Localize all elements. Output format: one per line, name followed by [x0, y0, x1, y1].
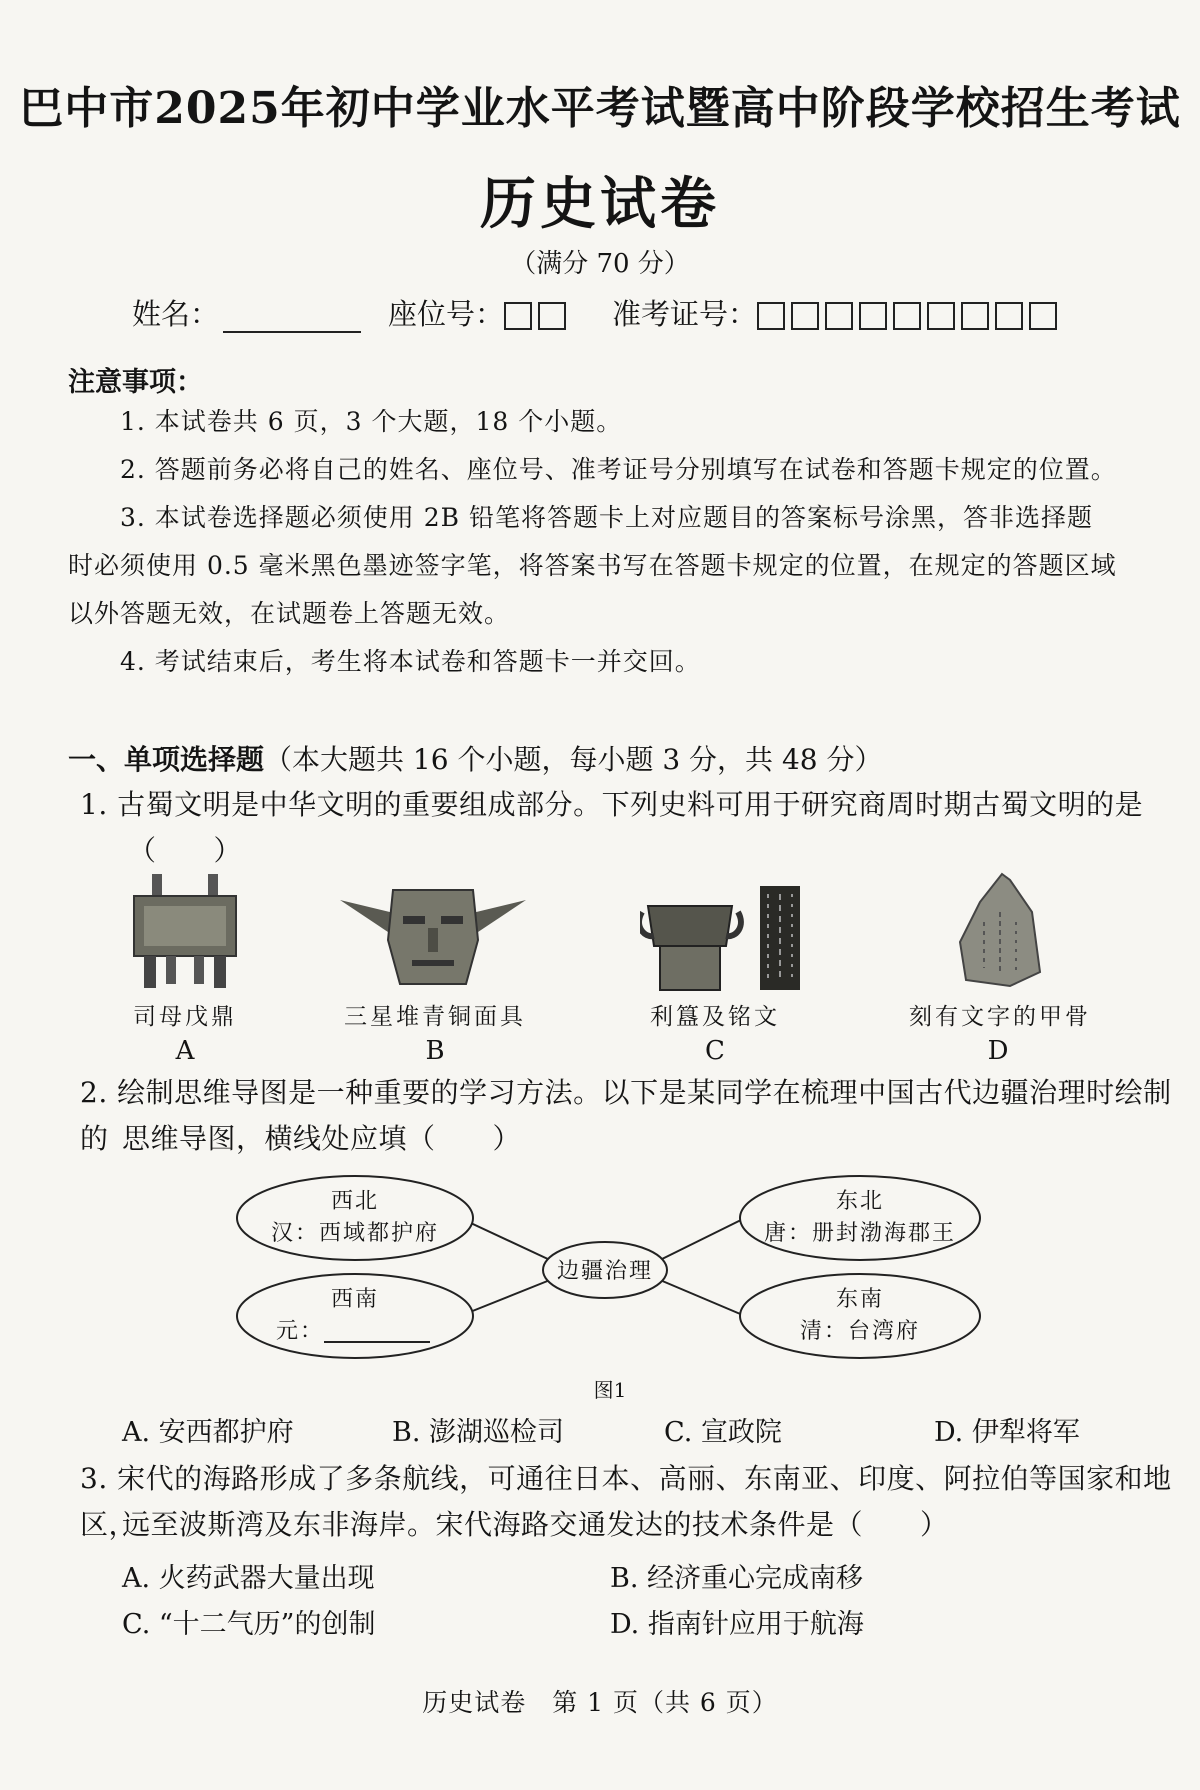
mind-map-nw-text: 汉：西域都护府 [270, 1221, 440, 1246]
image-caption: 三星堆青铜面具 [344, 1004, 526, 1030]
ticket-box [757, 302, 785, 330]
ticket-box [893, 302, 921, 330]
image-caption: 司母戊鼎 [133, 1004, 237, 1030]
note-item: 3. 本试卷选择题必须使用 2B 铅笔将答题卡上对应题目的答案标号涂黑，答非选择题 [120, 503, 1093, 532]
mind-map-se-title: 东南 [835, 1287, 885, 1312]
note-item: 2. 答题前务必将自己的姓名、座位号、准考证号分别填写在试卷和答题卡规定的位置。 [120, 455, 1117, 484]
bronze-mask-icon[interactable] [338, 880, 528, 990]
mind-map-nw-title: 西北 [330, 1189, 380, 1214]
page-footer: 历史试卷 第 1 页（共 6 页） [422, 1688, 778, 1717]
mind-map-sw-title: 西南 [330, 1287, 380, 1312]
option-letter-c[interactable]: C [705, 1036, 725, 1066]
mind-map-ne-text: 唐：册封渤海郡王 [763, 1221, 957, 1246]
question-2-stem-cont: 思维导图，横线处应填（ ） [122, 1122, 522, 1155]
image-caption: 利簋及铭文 [650, 1004, 780, 1030]
q3-option-a[interactable]: A. 火药武器大量出现 [122, 1563, 375, 1594]
question-3-stem: 3. 宋代的海路形成了多条航线，可通往日本、高丽、东南亚、印度、阿拉伯等国家和地区， [80, 1462, 1172, 1541]
mind-map-center-label: 边疆治理 [556, 1259, 654, 1284]
figure-caption: 图1 [593, 1378, 627, 1402]
question-3-stem-cont: 远至波斯湾及东非海岸。宋代海路交通发达的技术条件是（ ） [122, 1508, 949, 1541]
section-title: 一、单项选择题 [68, 743, 265, 776]
q2-option-a[interactable]: A. 安西都护府 [122, 1417, 294, 1448]
q3-option-c[interactable]: C. “十二气历”的创制 [122, 1609, 376, 1640]
seat-box[interactable] [504, 302, 532, 330]
note-item: 时必须使用 0.5 毫米黑色墨迹签字笔，将答案书写在答题卡规定的位置，在规定的答题区域 [68, 551, 1117, 580]
seat-label: 座位号： [388, 297, 505, 331]
question-2-stem: 2. 绘制思维导图是一种重要的学习方法。以下是某同学在梳理中国古代边疆治理时绘制的 [80, 1076, 1172, 1155]
seat-field[interactable] [388, 292, 572, 333]
question-1-bracket: （ ） [128, 834, 243, 867]
q2-option-b[interactable]: B. 澎湖巡检司 [392, 1417, 565, 1448]
ticket-box [995, 302, 1023, 330]
mind-map-diagram [230, 1168, 990, 1368]
q3-option-b[interactable]: B. 经济重心完成南移 [610, 1563, 864, 1594]
oracle-bone-icon[interactable] [950, 872, 1050, 990]
mind-map-link [660, 1218, 745, 1260]
ticket-box [961, 302, 989, 330]
full-score: （满分 70 分） [510, 249, 690, 279]
mind-map-sw-text: 元： [275, 1319, 325, 1344]
note-item: 1. 本试卷共 6 页，3 个大题，18 个小题。 [120, 407, 623, 436]
option-letter-a[interactable]: A [175, 1036, 195, 1066]
mind-map-link [660, 1280, 745, 1316]
q3-option-d[interactable]: D. 指南针应用于航海 [610, 1609, 864, 1640]
mind-map-link [460, 1218, 550, 1260]
name-label: 姓名： [132, 297, 220, 331]
option-letter-d[interactable]: D [987, 1036, 1009, 1066]
option-letter-b[interactable]: B [425, 1036, 445, 1066]
question-1-stem: 1. 古蜀文明是中华文明的重要组成部分。下列史料可用于研究商周时期古蜀文明的是 [80, 788, 1144, 821]
ticket-field[interactable] [612, 292, 1063, 333]
note-item: 以外答题无效，在试题卷上答题无效。 [68, 599, 511, 628]
mind-map-ne-title: 东北 [835, 1189, 885, 1214]
q2-option-c[interactable]: C. 宣政院 [664, 1417, 782, 1448]
ticket-label: 准考证号： [612, 297, 758, 331]
ticket-box [927, 302, 955, 330]
ticket-box [1029, 302, 1057, 330]
ticket-box [791, 302, 819, 330]
note-item: 4. 考试结束后，考生将本试卷和答题卡一并交回。 [120, 647, 701, 676]
name-blank[interactable] [223, 305, 361, 333]
subject-title: 历史试卷 [480, 171, 720, 237]
notes-heading: 注意事项： [68, 367, 203, 398]
name-field[interactable] [132, 292, 361, 333]
section-desc: （本大题共 16 个小题，每小题 3 分，共 48 分） [264, 743, 883, 776]
seat-box[interactable] [538, 302, 566, 330]
ticket-box [859, 302, 887, 330]
mind-map-link [460, 1280, 550, 1316]
q2-option-d[interactable]: D. 伊犁将军 [934, 1417, 1080, 1448]
ding-vessel-icon[interactable] [120, 872, 250, 992]
gui-vessel-inscription-icon[interactable] [640, 886, 810, 996]
ticket-box [825, 302, 853, 330]
mind-map-se-text: 清：台湾府 [799, 1319, 921, 1344]
image-caption: 刻有文字的甲骨 [909, 1004, 1091, 1030]
exam-title: 巴中市2025年初中学业水平考试暨高中阶段学校招生考试 [19, 83, 1181, 134]
section-heading [68, 738, 883, 778]
